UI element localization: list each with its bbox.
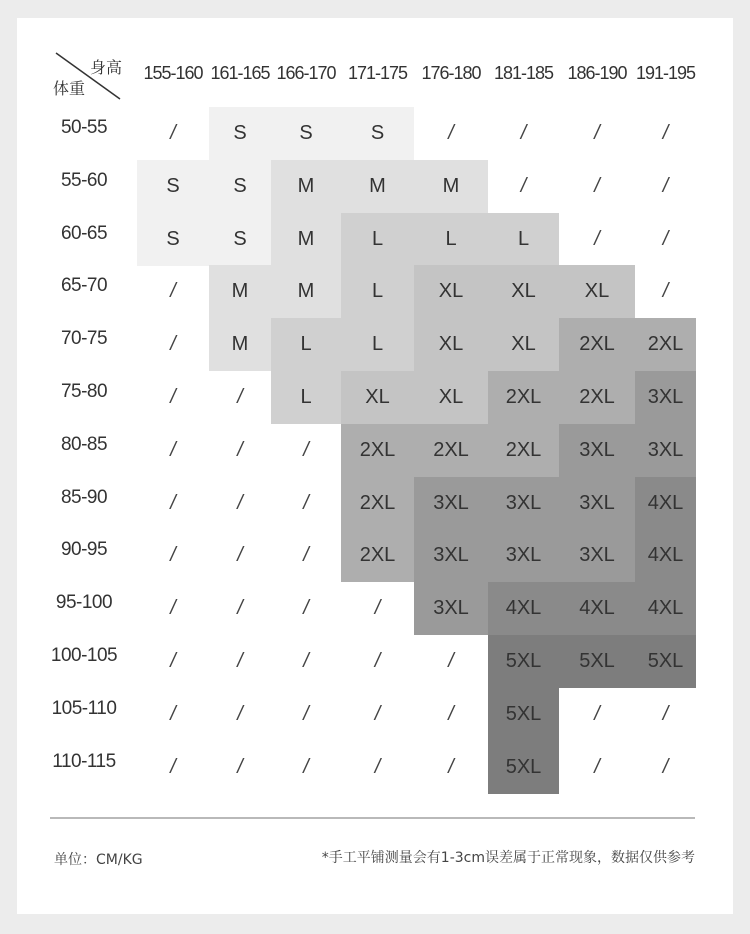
height-column-header: 161-165 (210, 63, 270, 83)
size-cell-empty: / (374, 650, 381, 672)
size-cell: S (209, 107, 271, 160)
size-cell-empty: / (520, 174, 527, 197)
size-cell: S (137, 160, 209, 213)
size-cell-empty: / (374, 755, 381, 778)
size-cell: 3XL (488, 529, 559, 582)
size-cell-empty: / (594, 755, 600, 778)
size-cell: XL (341, 371, 414, 424)
size-cell: 5XL (635, 635, 696, 688)
size-cell: 4XL (559, 582, 635, 635)
unit-note: 单位：CM/KG (54, 852, 143, 868)
size-cell: XL (414, 318, 488, 371)
size-cell-empty: / (237, 650, 243, 672)
size-cell: 2XL (341, 529, 414, 582)
size-cell: XL (488, 265, 559, 318)
size-cell-empty: / (237, 597, 243, 620)
size-cell: 2XL (341, 424, 414, 477)
height-column-header: 155-160 (143, 63, 203, 83)
measurement-note: *手工平铺测量会有1-3cm误差属于正常现象，数据仅供参考 (321, 850, 695, 866)
size-cell: 3XL (559, 529, 635, 582)
size-cell: M (209, 318, 271, 371)
size-cell: S (271, 107, 341, 160)
size-cell: L (341, 318, 414, 371)
size-cell: 2XL (488, 371, 559, 424)
size-cell: M (209, 265, 271, 318)
size-cell: M (271, 160, 341, 213)
size-cell: L (341, 265, 414, 318)
size-cell: L (271, 371, 341, 424)
size-chart-card (17, 18, 733, 914)
corner-header (52, 51, 122, 101)
size-cell: 3XL (488, 477, 559, 530)
size-cell-empty: / (662, 122, 669, 144)
size-cell: 2XL (635, 318, 696, 371)
size-cell-empty: / (170, 122, 176, 144)
size-cell: 5XL (488, 741, 559, 794)
weight-axis-label: 体重 (53, 79, 86, 98)
size-cell-empty: / (303, 491, 309, 514)
weight-row-header: 60-65 (60, 222, 108, 244)
height-axis-label: 身高 (89, 58, 122, 77)
size-cell-empty: / (448, 122, 454, 144)
size-cell-empty: / (448, 650, 454, 672)
height-column-header: 186-190 (567, 63, 627, 83)
size-cell-empty: / (303, 650, 309, 672)
size-cell-empty: / (237, 491, 243, 514)
size-cell: L (414, 213, 488, 266)
size-cell-empty: / (170, 386, 176, 408)
size-cell: 3XL (559, 477, 635, 530)
size-cell: 2XL (414, 424, 488, 477)
size-cell-empty: / (170, 597, 176, 620)
size-cell-empty: / (520, 122, 527, 144)
size-cell-empty: / (170, 438, 176, 461)
size-cell: XL (414, 265, 488, 318)
weight-row-header: 85-90 (60, 486, 108, 508)
size-cell-empty: / (662, 174, 669, 197)
size-cell: 5XL (488, 635, 559, 688)
weight-row-header: 95-100 (55, 592, 113, 614)
size-cell: L (488, 213, 559, 266)
size-cell-empty: / (170, 755, 176, 778)
size-cell: 2XL (559, 371, 635, 424)
size-cell: 2XL (341, 477, 414, 530)
size-cell-empty: / (170, 650, 176, 672)
size-cell-empty: / (303, 544, 309, 567)
size-cell: XL (488, 318, 559, 371)
size-cell: 4XL (488, 582, 559, 635)
size-cell: S (341, 107, 414, 160)
size-cell-empty: / (594, 122, 600, 144)
size-cell: 5XL (559, 635, 635, 688)
size-cell-empty: / (448, 755, 454, 778)
size-cell: L (341, 213, 414, 266)
weight-row-header: 80-85 (60, 433, 108, 455)
size-cell-empty: / (662, 227, 669, 250)
size-cell: 4XL (635, 529, 696, 582)
size-cell-empty: / (237, 544, 243, 567)
size-cell-empty: / (237, 702, 243, 725)
height-column-header: 176-180 (421, 63, 481, 83)
size-cell: 2XL (488, 424, 559, 477)
size-cell-empty: / (594, 227, 600, 250)
size-cell-empty: / (303, 438, 309, 461)
size-cell-empty: / (374, 702, 381, 725)
size-cell-empty: / (237, 386, 243, 408)
weight-row-header: 55-60 (60, 169, 108, 191)
size-cell-empty: / (170, 544, 176, 567)
size-cell-empty: / (448, 702, 454, 725)
size-cell: 3XL (414, 529, 488, 582)
size-cell: L (271, 318, 341, 371)
size-cell: 3XL (635, 424, 696, 477)
weight-row-header: 65-70 (60, 275, 108, 297)
size-cell-empty: / (237, 438, 243, 461)
size-cell-empty: / (303, 755, 309, 778)
weight-row-header: 90-95 (60, 539, 108, 561)
size-cell-empty: / (170, 491, 176, 514)
size-cell: M (414, 160, 488, 213)
height-column-header: 191-195 (635, 63, 696, 83)
size-cell: 4XL (635, 477, 696, 530)
weight-row-header: 50-55 (60, 117, 108, 138)
size-cell: 4XL (635, 582, 696, 635)
size-cell: M (271, 265, 341, 318)
size-cell: XL (559, 265, 635, 318)
size-cell-empty: / (594, 702, 600, 725)
size-cell-empty: / (170, 333, 176, 356)
size-cell-empty: / (170, 702, 176, 725)
size-cell: 5XL (488, 688, 559, 741)
size-cell: S (209, 160, 271, 213)
size-cell: 3XL (559, 424, 635, 477)
height-column-header: 171-175 (347, 63, 408, 83)
size-cell: XL (414, 371, 488, 424)
size-cell: 3XL (414, 477, 488, 530)
height-column-header: 181-185 (493, 63, 554, 83)
weight-row-header: 105-110 (51, 697, 117, 719)
size-cell-empty: / (662, 755, 669, 778)
weight-row-header: 75-80 (60, 381, 108, 402)
size-cell-empty: / (374, 597, 381, 620)
weight-row-header: 110-115 (52, 750, 116, 772)
size-cell: M (271, 213, 341, 266)
size-cell: 2XL (559, 318, 635, 371)
size-cell: M (341, 160, 414, 213)
size-cell-empty: / (594, 174, 600, 197)
size-cell: S (209, 213, 271, 266)
size-cell-empty: / (303, 702, 309, 725)
size-cell-empty: / (303, 597, 309, 620)
weight-row-header: 70-75 (60, 328, 108, 350)
size-cell-empty: / (237, 755, 243, 778)
size-cell-empty: / (662, 280, 669, 303)
size-cell: 3XL (414, 582, 488, 635)
size-cell: 3XL (635, 371, 696, 424)
height-column-header: 166-170 (276, 63, 336, 83)
size-cell-empty: / (170, 280, 176, 303)
size-cell: S (137, 213, 209, 266)
weight-row-header: 100-105 (50, 645, 118, 666)
footer-divider (50, 817, 695, 819)
size-cell-empty: / (662, 702, 669, 725)
